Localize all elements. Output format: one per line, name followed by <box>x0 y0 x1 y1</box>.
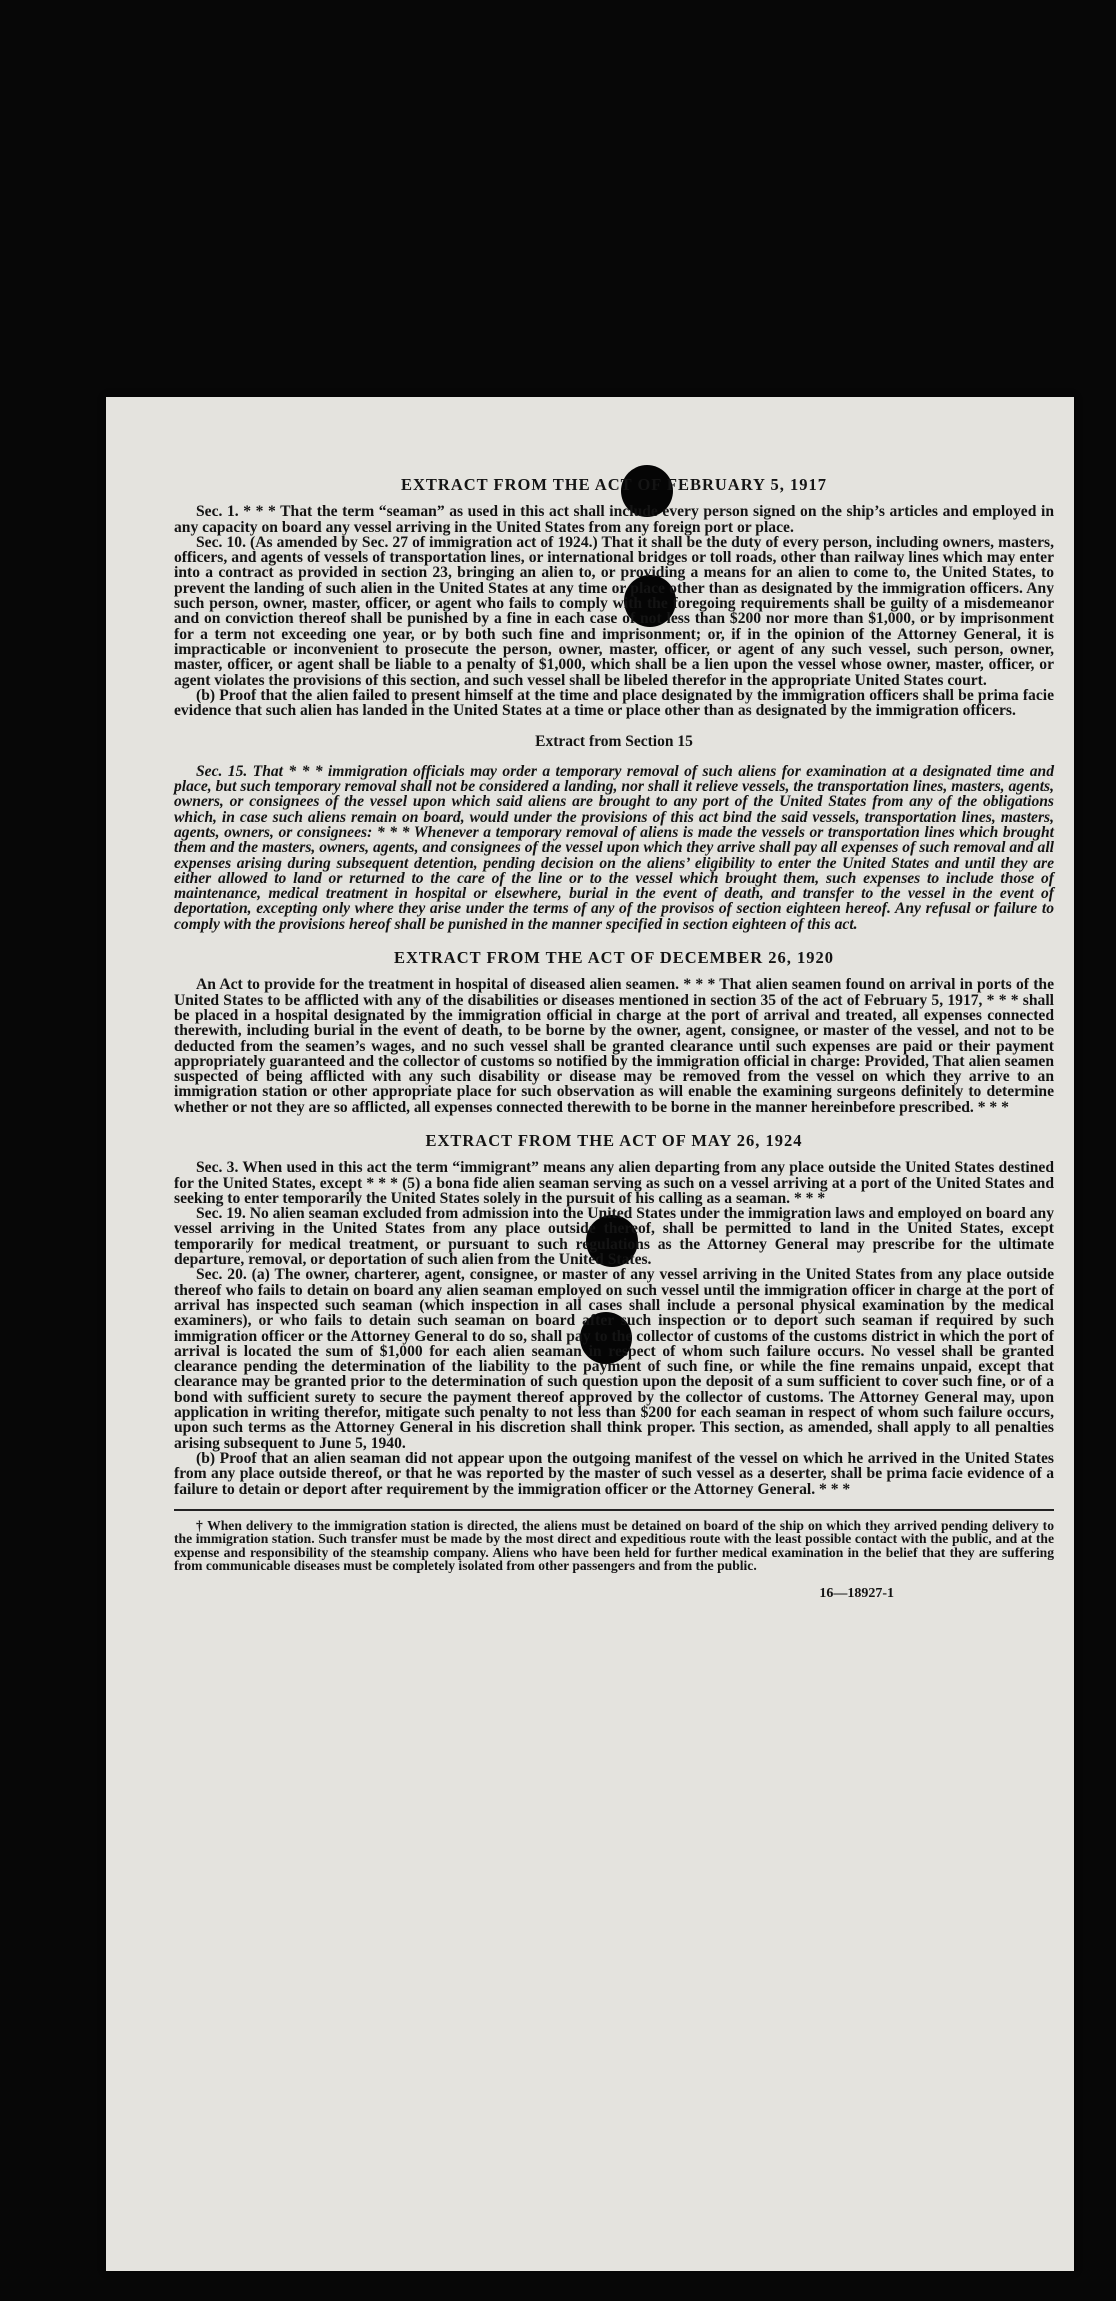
section-20-b: (b) Proof that an alien seaman did not appear upon the outgoing manifest of the vessel on which he arrived in the United States from any place outside thereof, or that he was reported by the master of such vessel as a deserter, shall be prima facie evidence of a failure to detain or deport after requirement by the immigration officer or the Attorney General. * * * <box>174 1449 1054 1498</box>
document-page <box>106 397 1074 2271</box>
section-20-a: Sec. 20. (a) The owner, charterer, agent, consignee, or master of any vessel arriving in the United States from any place outside thereof who fails to detain on board any alien seaman employed on such vessel until the immigration officer in charge at the port of arrival has inspected such seaman (which inspection in all cases shall include a personal physical examination by the medical examiners), or who fails to detain such seaman on board after such inspection or to deport such seaman if required by such immigration officer or the Attorney General to do so, shall pay to the collector of customs of the customs district in which the port of arrival is located the sum of $1,000 for each alien seaman in respect of whom such failure occurs. No vessel shall be granted clearance pending the determination of the liability to the payment of such fine, or while the fine remains unpaid, except that clearance may be granted prior to the determination of such question upon the deposit of a sum sufficient to cover such fine, or of a bond with sufficient surety to secure the payment thereof approved by the collector of customs. The Attorney General may, upon application in writing therefor, mitigate such penalty to not less than $200 for each seaman in respect of whom such failure occurs, upon such terms as the Attorney General in his discretion shall think proper. This section, as amended, shall apply to all penalties arising subsequent to June 5, 1940. <box>174 1266 1054 1452</box>
heading-act-1920: EXTRACT FROM THE ACT OF DECEMBER 26, 1920 <box>393 948 835 968</box>
section-10: Sec. 10. (As amended by Sec. 27 of immigration act of 1924.) That it shall be the duty of every person, including owners, masters, officers, and agents of vessels of transportation lines, or international bridges or toll roads, other than railway lines which may enter into a contract as provided in section 23, bringing an alien to, or providing a means for an alien to come to, the United States, to prevent the landing of such alien in the United States at any time or place other than as designated by the immigration officers. Any such person, owner, master, officer, or agent who fails to comply with the foregoing requirements shall be guilty of a misdemeanor and on conviction thereof shall be punished by a fine in each case of not less than $200 nor more than $1,000, or by imprisonment for a term not exceeding one year, or by both such fine and imprisonment; or, if in the opinion of the Attorney General, it is impracticable or inconvenient to prosecute the person, owner, master, officer, or agent of any such vessel, such person, owner, master, officer, or agent shall be liable to a penalty of $1,000, which shall be a lien upon the vessel whose owner, master, officer, or agent violates the provisions of this section, and such vessel shall be libeled therefor in the appropriate United States court. <box>174 533 1054 689</box>
heading-section-15: Extract from Section 15 <box>535 733 693 751</box>
footnote: † When delivery to the immigration station is directed, the aliens must be detained on board of the ship on which they arrived pending delivery to the immigration station. Such transfer must be made by the most direct and expeditious route with the least possible contact with the public, and at the expense and responsibility of the steamship company. Aliens who have been held for further medical examination in the belief that they are suffering from communicable diseases must be completely isolated from other passengers and from the public. <box>174 1517 1054 1574</box>
section-1: Sec. 1. * * * That the term “seaman” as used in this act shall include every person signed on the ship’s articles and employed in any capacity on board any vessel arriving in the United States from any foreign port or place. <box>174 503 1054 536</box>
section-19: Sec. 19. No alien seaman excluded from admission into the United States under the immigration laws and employed on board any vessel arriving in the United States from any place outside thereof, shall be permitted to land in the United States, except temporarily for medical treatment, or pursuant to such regulations as the Attorney General may prescribe for the ultimate departure, removal, or deportation of such alien from the United States. <box>174 1205 1054 1269</box>
section-10-b: (b) Proof that the alien failed to present himself at the time and place designated by the immigration officers shall be prima facie evidence that such alien has landed in the United States at a time or place other than as designated by the immigration officers. <box>174 686 1054 720</box>
footnote-divider <box>174 1509 1054 1511</box>
heading-act-1917: EXTRACT FROM THE ACT OF FEBRUARY 5, 1917 <box>401 475 827 494</box>
section-15: Sec. 15. That * * * immigration officials may order a temporary removal of such aliens for examination at a designated time and place, but such temporary removal shall not be considered a landing, nor shall it relieve vessels, the transportation lines, masters, agents, owners, or consignees of the vessel upon which said aliens are brought to any port of the United States from any of the obligations which, in case such aliens remain on board, would under the provisions of this act bind the said vessels, transportation lines, masters, agents, owners, or consignees: * * * Whenever a temporary removal of aliens is made the vessels or transportation lines which brought them and the masters, owners, agents, and consignees of the vessel upon which they arrive shall pay all expenses of such removal and all expenses arising during subsequent detention, pending decision on the aliens’ eligibility to enter the United States and until they are either allowed to land or returned to the care of the line or to the vessel which brought them, such expenses to include those of maintenance, medical treatment in hospital or elsewhere, burial in the event of death, and transfer to the vessel in the event of deportation, excepting only where they arise under the terms of any of the provisos of section eighteen hereof. Any refusal or failure to comply with the provisions hereof shall be punished in the manner specified in section eighteen of this act. <box>174 762 1054 933</box>
act-1920-text: An Act to provide for the treatment in hospital of diseased alien seamen. * * * That alien seamen found on arrival in ports of the United States to be afflicted with any of the disabilities or diseases mentioned in section 35 of the act of February 5, 1917, * * * shall be placed in a hospital designated by the immigration official in charge at the port of arrival and treated, all expenses connected therewith, including burial in the event of death, to be borne by the owner, agent, consignee, or master of the vessel, and not to be deducted from the seamen’s wages, and no such vessel shall be granted clearance until such expenses are paid or their payment appropriately guaranteed and the collector of customs so notified by the immigration official in charge: Provided, That alien seamen suspected of being afflicted with any such disability or disease may be removed from the vessel on which they arrive to an immigration station or other appropriate place for such observation as will enable the examining surgeons definitely to determine whether or not they are so afflicted, all expenses connected therewith to be borne in the manner hereinbefore prescribed. * * * <box>174 976 1054 1116</box>
section-3: Sec. 3. When used in this act the term “immigrant” means any alien departing from any place outside the United States destined for the United States, except * * * (5) a bona fide alien seaman serving as such on a vessel arriving at a port of the United States and seeking to enter temporarily the United States solely in the pursuit of his calling as a seaman. * * * <box>174 1159 1054 1207</box>
heading-act-1924: EXTRACT FROM THE ACT OF MAY 26, 1924 <box>425 1130 803 1150</box>
document-number: 16—18927-1 <box>819 1586 894 1602</box>
document-body <box>174 477 1054 1602</box>
